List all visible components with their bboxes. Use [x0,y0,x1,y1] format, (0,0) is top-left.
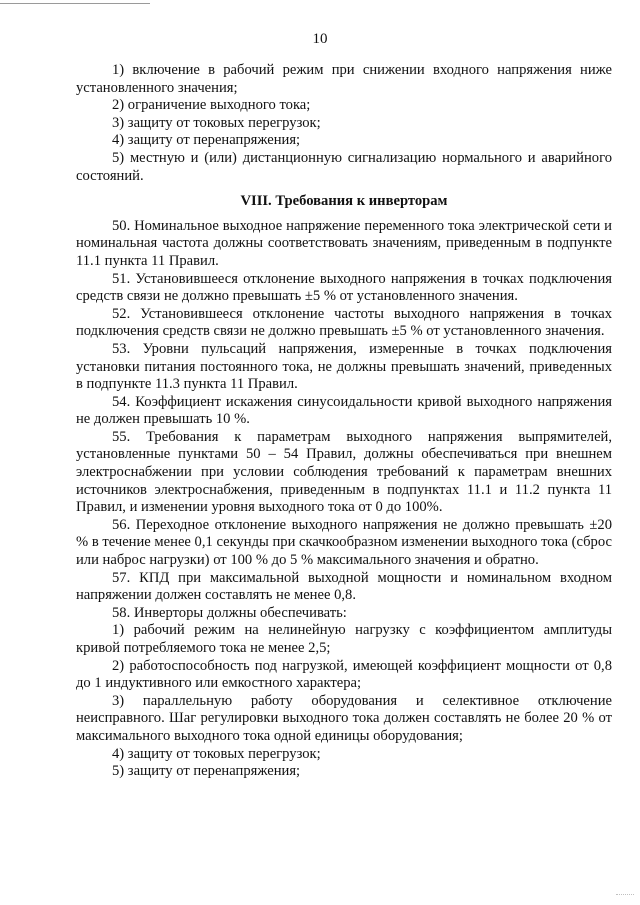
document-body [76,62,612,781]
list-item: 2) работоспособность под нагрузкой, имеющей коэффициент мощности от 0,8 до 1 индуктивного или емкостного характера; [76,657,612,692]
paragraph: 54. Коэффициент искажения синусоидальности кривой выходного напряжения не должен превышать 10 %. [76,393,612,428]
list-item: 3) защиту от токовых перегрузок; [112,114,321,131]
paragraph: 53. Уровни пульсаций напряжения, измеренные в точках подключения установки питания постоянного тока, не должны превышать значений, приведенных в подпункте 11.3 пункта 11 Правил. [76,340,612,393]
paragraph: 50. Номинальное выходное напряжение переменного тока электрической сети и номинальная частота должны соответствовать значениям, приведенным в подпункте 11.1 пункта 11 Правил. [76,217,612,269]
list-item: 2) ограничение выходного тока; [112,97,311,114]
list-item: 3) параллельную работу оборудования и селективное отключение неисправного. Шаг регулировки выходного тока должен составлять не более 20 % от максимального выходного тока одной единицы оборудования; [76,692,612,744]
section-heading: VIII. Требования к инверторам [240,193,448,210]
paragraph: 58. Инверторы должны обеспечивать: [112,604,347,621]
list-item: 1) рабочий режим на нелинейную нагрузку с коэффициентом амплитуды кривой потребляемого тока не менее 2,5; [76,622,612,656]
list-item: 4) защиту от токовых перегрузок; [112,745,321,762]
paragraph: 56. Переходное отклонение выходного напряжения не должно превышать ±20 % в течение менее 0,1 секунды при скачкообразном изменении выходного тока (сброс или наброс нагрузки) от 100 % до 5 % максимального значения и обратно. [76,516,612,569]
top-scan-rule [0,3,150,4]
list-item: 1) включение в рабочий режим при снижении входного напряжения ниже установленного значения; [76,62,612,96]
list-item: 5) защиту от перенапряжения; [112,763,301,780]
list-item: 4) защиту от перенапряжения; [112,132,301,149]
paragraph: 51. Установившееся отклонение выходного напряжения в точках подключения средств связи не должно превышать ±5 % от установленного значения. [76,270,612,305]
paragraph: 55. Требования к параметрам выходного напряжения выпрямителей, установленные пунктами 50 – 54 Правил, должны обеспечиваться при внешнем электроснабжении при условии соблюдения требований к параметрам внешних источников электроснабжения, приведенным в подпунктах 11.1 и 11.2 пункта 11 Правил, и изменении уровня выходного тока от 0 до 100%. [76,428,612,516]
paragraph: 57. КПД при максимальной выходной мощности и номинальном входном напряжении должен составлять не менее 0,8. [76,569,612,604]
list-item: 5) местную и (или) дистанционную сигнализацию нормального и аварийного состояний. [76,149,612,184]
page-number: 10 [312,31,328,47]
paragraph: 52. Установившееся отклонение частоты выходного напряжения в точках подключения средств связи не должно превышать ±5 % от установленного значения. [76,305,612,340]
scan-corner-mark [616,894,634,901]
